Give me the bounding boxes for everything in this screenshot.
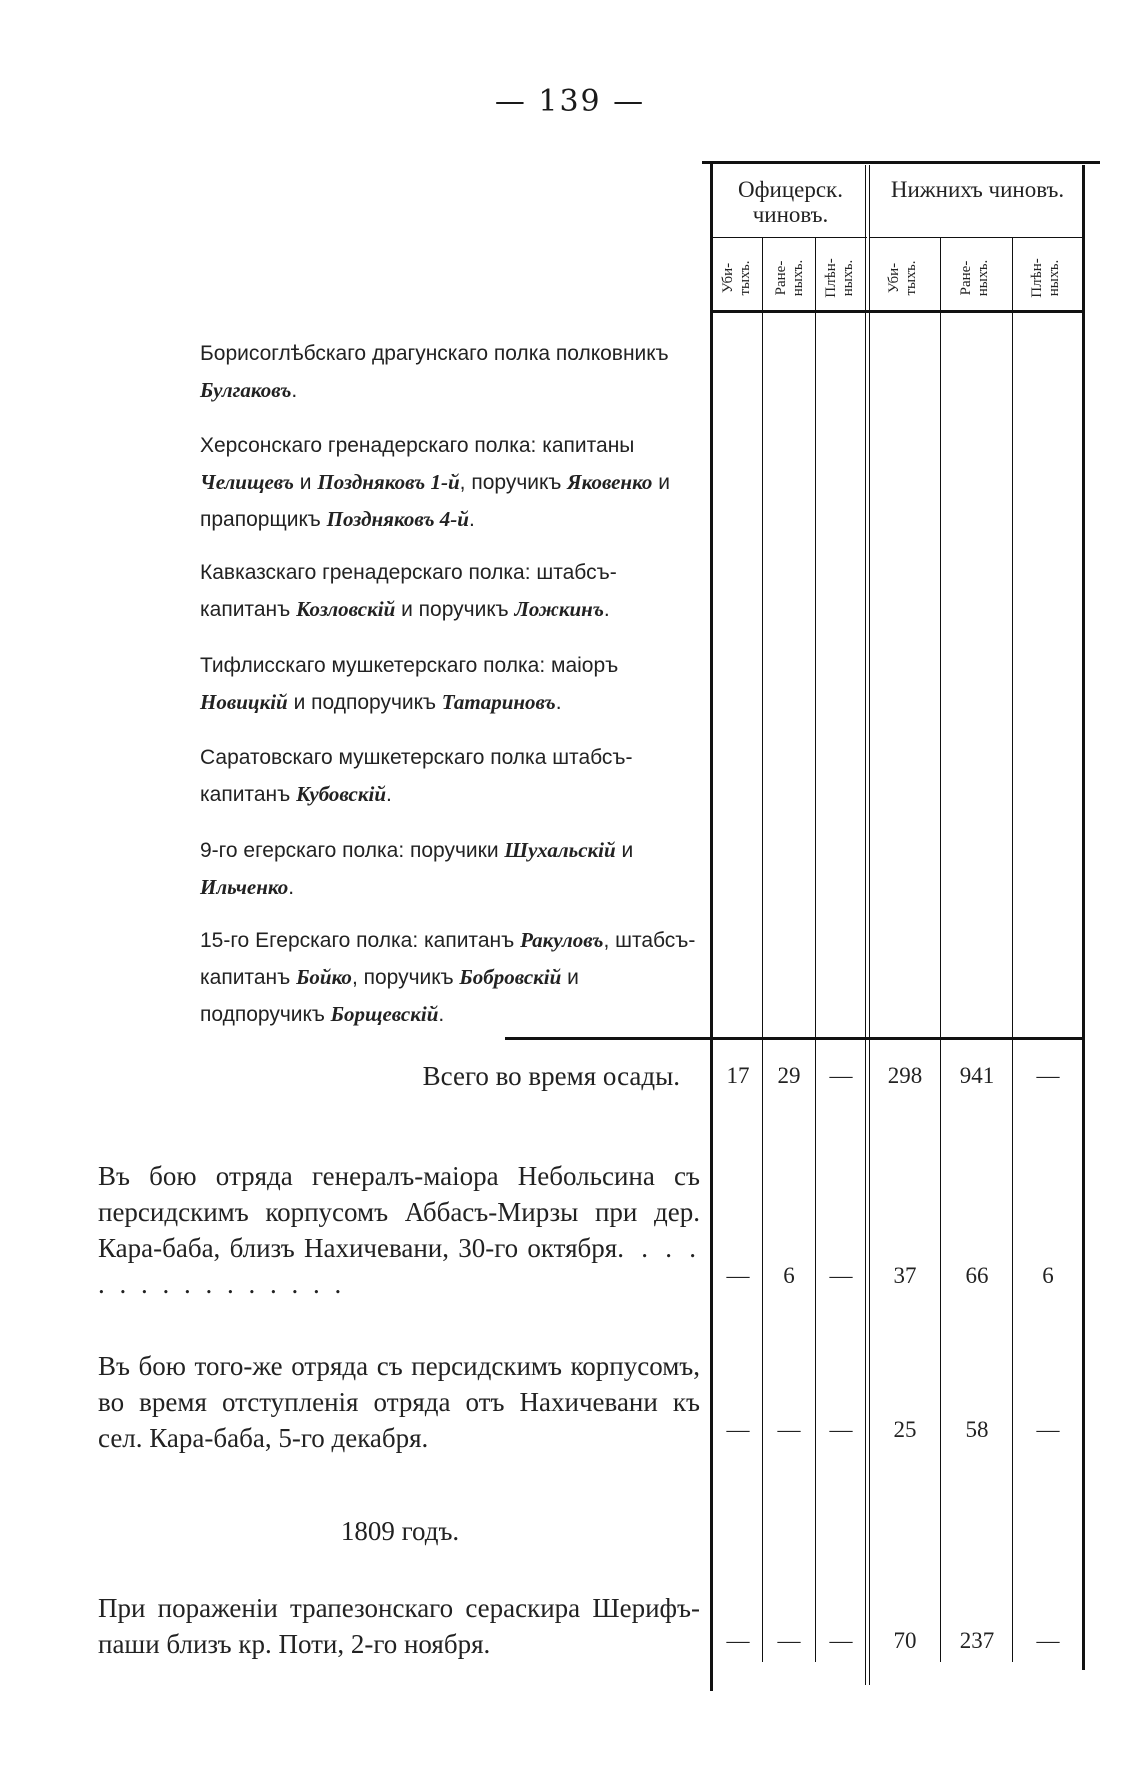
subheader-rule-lower xyxy=(870,237,1082,238)
entry-text: . xyxy=(438,1003,445,1026)
total-value: 29 xyxy=(777,1063,801,1088)
officer-name: Челищевъ xyxy=(200,470,294,494)
entry-text: и поручикъ xyxy=(395,598,515,621)
total-row-label: Всего во время осады. xyxy=(422,1061,680,1091)
leader-dots: . xyxy=(421,1423,429,1453)
subheader-officers-wounded: Ране- ныхъ. xyxy=(773,259,806,297)
entry-text: Тифлисскаго мушкетерскаго полка: маіоръ xyxy=(200,654,619,677)
entry-text: и подпоручикъ xyxy=(287,691,442,714)
regiment-entry xyxy=(200,428,705,538)
subheader-lower-captured: Плѣн- ныхъ. xyxy=(1029,258,1062,298)
entry-text: . xyxy=(291,379,298,402)
total-value: 941 xyxy=(959,1063,995,1088)
total-top-rule xyxy=(505,1037,1085,1040)
battle-value: — xyxy=(777,1417,801,1442)
battle-text: При пораженіи трапезонскаго сераскира Шерифъ-паши близъ кр. Поти, 2-го ноября xyxy=(98,1593,700,1659)
final-value: — xyxy=(1036,1628,1060,1653)
final-value: — xyxy=(829,1628,853,1653)
table-top-rule xyxy=(702,161,1100,164)
officer-name: Ложкинъ xyxy=(514,597,604,621)
entry-text: Херсонскаго гренадерскаго полка: капитаны xyxy=(200,434,635,457)
regiment-entry xyxy=(200,740,705,813)
col-rule-6 xyxy=(1082,165,1085,1670)
battle-entry xyxy=(98,1348,700,1456)
entry-text: Саратовскаго мушкетерскаго полка штабсъ-капитанъ xyxy=(200,746,633,806)
regiment-entry xyxy=(200,648,705,721)
entry-text: 15-го Егерскаго полка: капитанъ xyxy=(200,929,521,952)
total-label-text: Всего во время осады xyxy=(422,1061,674,1091)
entry-text: Борисоглѣбскаго драгунскаго полка полковникъ xyxy=(200,342,669,365)
entry-text: и xyxy=(615,839,634,862)
officer-name: Яковенко xyxy=(567,470,653,494)
subheader-rule-officers xyxy=(712,237,867,238)
col-rule-3a xyxy=(865,165,866,1685)
year-heading: 1809 годъ. xyxy=(340,1516,460,1546)
officer-name: Новицкій xyxy=(200,690,288,714)
officer-name: Татариновъ xyxy=(441,690,556,714)
total-value: 298 xyxy=(887,1063,923,1088)
final-value: 70 xyxy=(893,1628,917,1653)
entry-text: и подпоручикъ xyxy=(200,966,579,1026)
battle-value: — xyxy=(829,1417,853,1442)
subheader-officers-captured: Плѣн- ныхъ. xyxy=(823,258,856,298)
battle-entry xyxy=(98,1590,700,1662)
header-lower-ranks: Нижнихъ чиновъ. xyxy=(890,177,1065,202)
entry-text: и прапорщикъ xyxy=(200,471,670,531)
subheader-lower-killed: Уби- тыхъ. xyxy=(886,260,919,296)
page-number: — 139 — xyxy=(494,84,646,119)
col-rule-4 xyxy=(940,237,941,1662)
battle-text: Въ бою отряда генералъ-маіора Небольсина съ персидскимъ корпусомъ Аббасъ-Мирзы при дер. Кара-баба, близъ Нахичевани, 30-го октября xyxy=(98,1161,700,1263)
entry-text: , поручикъ xyxy=(351,966,460,989)
entry-text: и xyxy=(293,471,318,494)
subheader-lower-wounded: Ране- ныхъ. xyxy=(958,259,991,297)
officer-name: Ильченко xyxy=(200,875,289,899)
entry-text: . xyxy=(386,783,392,806)
officer-name: Бобровскій xyxy=(459,965,562,989)
total-value: 17 xyxy=(726,1063,750,1088)
battle-value: 37 xyxy=(893,1263,917,1288)
col-rule-3b xyxy=(869,165,870,1685)
col-rule-5 xyxy=(1012,237,1013,1662)
battle-value: — xyxy=(726,1263,750,1288)
officer-name: Борщевскій xyxy=(330,1002,439,1026)
officer-name: Поздняковъ 1-й xyxy=(317,470,460,494)
entry-text: . xyxy=(603,598,610,621)
final-value: 237 xyxy=(959,1628,995,1653)
entry-text: . xyxy=(555,691,562,714)
col-rule-2 xyxy=(815,237,816,1662)
battle-value: 58 xyxy=(965,1417,989,1442)
officer-name: Бойко xyxy=(296,965,352,989)
officer-name: Поздняковъ 4-й xyxy=(326,507,469,531)
battle-value: — xyxy=(829,1263,853,1288)
regiment-entry xyxy=(200,555,705,628)
entry-text: , поручикъ xyxy=(459,471,568,494)
col-rule-1 xyxy=(762,237,763,1662)
entry-text: . xyxy=(468,508,475,531)
officer-name: Козловскій xyxy=(296,597,396,621)
officer-name: Булгаковъ xyxy=(200,378,292,402)
battle-value: — xyxy=(726,1417,750,1442)
entry-text: . xyxy=(288,876,295,899)
battle-value: 6 xyxy=(1042,1263,1054,1288)
total-value: — xyxy=(1036,1063,1060,1088)
officer-name: Шухальскій xyxy=(504,838,616,862)
battle-value: 6 xyxy=(783,1263,795,1288)
entry-text: Кавказскаго гренадерскаго полка: штабсъ-капитанъ xyxy=(200,561,617,621)
header-officers: Офицерск. чиновъ. xyxy=(738,177,843,227)
entry-text: 9-го егерскаго полка: поручики xyxy=(200,839,505,862)
entry-text: , штабсъ-капитанъ xyxy=(200,929,696,989)
battle-value: 66 xyxy=(965,1263,989,1288)
battle-entry xyxy=(98,1158,700,1302)
officer-name: Ракуловъ xyxy=(520,928,604,952)
battle-value: — xyxy=(1036,1417,1060,1442)
battle-text: Въ бою того-же отряда съ персидскимъ корпусомъ, во время отступленія отряда отъ Нахичевани къ сел. Кара-баба, 5-го декабря xyxy=(98,1351,700,1453)
total-value: — xyxy=(829,1063,853,1088)
officer-name: Кубовскій xyxy=(296,782,387,806)
leader-dots: . . . . . . . . . . . . . . . . xyxy=(98,1233,701,1299)
battle-value: 25 xyxy=(893,1417,917,1442)
subheader-officers-killed: Уби- тыхъ. xyxy=(720,260,753,296)
regiment-entry xyxy=(200,832,705,906)
col-rule-0 xyxy=(710,161,713,1691)
final-value: — xyxy=(777,1628,801,1653)
leader-dots: . xyxy=(483,1629,491,1659)
regiment-entry xyxy=(200,922,705,1033)
regiment-entry xyxy=(200,336,705,409)
final-value: — xyxy=(726,1628,750,1653)
